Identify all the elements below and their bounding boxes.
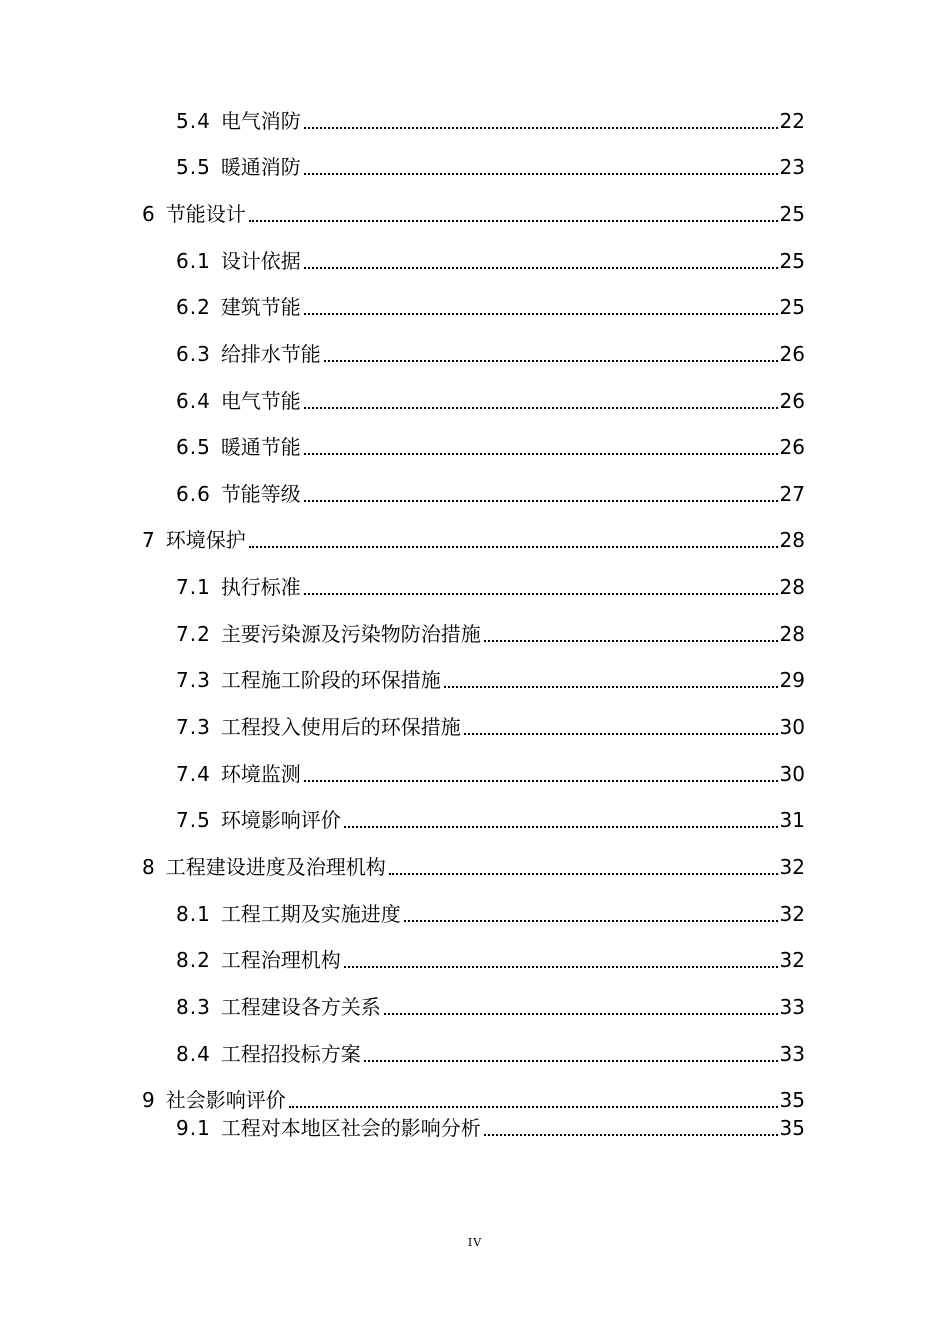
toc-entry[interactable] — [176, 574, 805, 600]
dot-leader — [404, 920, 778, 922]
toc-entry-page: 32 — [779, 902, 805, 926]
page-number-footer: IV — [467, 1236, 483, 1249]
toc-entry-number: 6.6 — [176, 482, 211, 506]
toc-entry[interactable] — [176, 434, 805, 460]
toc-entry-number: 7.4 — [176, 762, 211, 786]
toc-entry-number: 6.4 — [176, 389, 211, 413]
dot-leader — [324, 360, 778, 362]
toc-entry[interactable] — [142, 201, 805, 227]
toc-entry-number: 6.5 — [176, 435, 211, 459]
dot-leader — [389, 873, 778, 875]
toc-entry-title: 建筑节能 — [220, 295, 301, 319]
toc-entry-number: 6.3 — [176, 342, 211, 366]
toc-entry-title: 工程招投标方案 — [220, 1042, 361, 1066]
toc-entry[interactable] — [176, 807, 805, 833]
dot-leader — [304, 127, 778, 129]
toc-entry-title: 工程治理机构 — [220, 948, 341, 972]
toc-entry-page: 32 — [779, 855, 805, 879]
dot-leader — [304, 313, 778, 315]
toc-entry-page: 25 — [779, 249, 805, 273]
toc-entry-number: 7.3 — [176, 668, 211, 692]
toc-entry-title: 环境影响评价 — [220, 808, 341, 832]
toc-entry-page: 25 — [779, 202, 805, 226]
toc-entry-page: 26 — [779, 342, 805, 366]
toc-entry-page: 28 — [779, 528, 805, 552]
toc-entry[interactable] — [142, 1087, 805, 1113]
toc-entry[interactable] — [176, 341, 805, 367]
dot-leader — [304, 780, 778, 782]
toc-entry-page: 23 — [779, 155, 805, 179]
toc-entry-title: 暖通消防 — [220, 155, 301, 179]
toc-entry[interactable] — [176, 621, 805, 647]
toc-entry[interactable] — [142, 527, 805, 553]
toc-entry[interactable] — [176, 108, 805, 134]
dot-leader — [304, 500, 778, 502]
toc-entry-number: 6 — [142, 202, 156, 226]
toc-entry-number: 6.1 — [176, 249, 211, 273]
toc-entry-page: 28 — [779, 575, 805, 599]
dot-leader — [484, 1134, 778, 1136]
toc-entry-title: 给排水节能 — [220, 342, 321, 366]
toc-entry-title: 节能设计 — [165, 202, 246, 226]
dot-leader — [289, 1106, 778, 1108]
toc-entry-title: 工程投入使用后的环保措施 — [220, 715, 461, 739]
toc-entry-title: 节能等级 — [220, 482, 301, 506]
toc-entry-number: 8.2 — [176, 948, 211, 972]
toc-entry-title: 工程工期及实施进度 — [220, 902, 401, 926]
dot-leader — [364, 1060, 778, 1062]
toc-entry-number: 7.3 — [176, 715, 211, 739]
toc-entry[interactable] — [176, 714, 805, 740]
toc-entry-title: 环境监测 — [220, 762, 301, 786]
toc-entry-number: 9.1 — [176, 1116, 211, 1140]
toc-entry-page: 29 — [779, 668, 805, 692]
dot-leader — [384, 1013, 778, 1015]
toc-entry-page: 32 — [779, 948, 805, 972]
toc-entry[interactable] — [176, 481, 805, 507]
toc-entry[interactable] — [176, 947, 805, 973]
toc-entry-page: 25 — [779, 295, 805, 319]
toc-entry-number: 8.1 — [176, 902, 211, 926]
toc-entry-title: 工程对本地区社会的影响分析 — [220, 1116, 481, 1140]
toc-entry-title: 工程建设进度及治理机构 — [165, 855, 386, 879]
toc-entry-number: 8 — [142, 855, 156, 879]
toc-entry-page: 28 — [779, 622, 805, 646]
toc-entry-page: 31 — [779, 808, 805, 832]
toc-entry[interactable] — [176, 1041, 805, 1067]
toc-entry-title: 工程施工阶段的环保措施 — [220, 668, 441, 692]
dot-leader — [464, 733, 778, 735]
toc-entry-title: 环境保护 — [165, 528, 246, 552]
dot-leader — [304, 267, 778, 269]
dot-leader — [484, 640, 778, 642]
toc-entry[interactable] — [176, 294, 805, 320]
toc-entry[interactable] — [176, 154, 805, 180]
toc-entry-page: 27 — [779, 482, 805, 506]
toc-entry[interactable] — [176, 994, 805, 1020]
toc-entry-title: 暖通节能 — [220, 435, 301, 459]
toc-entry-title: 设计依据 — [220, 249, 301, 273]
toc-entry-title: 执行标准 — [220, 575, 301, 599]
dot-leader — [249, 220, 778, 222]
dot-leader — [304, 593, 778, 595]
toc-entry-page: 26 — [779, 389, 805, 413]
toc-entry[interactable] — [176, 667, 805, 693]
toc-entry-number: 7.2 — [176, 622, 211, 646]
toc-entry-number: 5.5 — [176, 155, 211, 179]
dot-leader — [344, 826, 778, 828]
toc-entry-title: 工程建设各方关系 — [220, 995, 381, 1019]
toc-entry-number: 7.5 — [176, 808, 211, 832]
toc-entry-page: 33 — [779, 995, 805, 1019]
toc-entry-number: 5.4 — [176, 109, 211, 133]
toc-entry-page: 33 — [779, 1042, 805, 1066]
toc-entry[interactable] — [176, 1115, 805, 1141]
toc-entry-number: 9 — [142, 1088, 156, 1112]
dot-leader — [344, 966, 778, 968]
dot-leader — [304, 453, 778, 455]
toc-entry-page: 35 — [779, 1088, 805, 1112]
toc-entry-number: 8.4 — [176, 1042, 211, 1066]
toc-entry-number: 8.3 — [176, 995, 211, 1019]
toc-entry-title: 主要污染源及污染物防治措施 — [220, 622, 481, 646]
dot-leader — [304, 173, 778, 175]
toc-entry-title: 社会影响评价 — [165, 1088, 286, 1112]
toc-entry[interactable] — [176, 388, 805, 414]
toc-entry[interactable] — [176, 761, 805, 787]
toc-entry[interactable] — [176, 248, 805, 274]
dot-leader — [444, 686, 778, 688]
toc-entry-title: 电气节能 — [220, 389, 301, 413]
toc-entry-number: 7 — [142, 528, 156, 552]
dot-leader — [304, 407, 778, 409]
toc-entry-page: 30 — [779, 762, 805, 786]
toc-entry-page: 22 — [779, 109, 805, 133]
toc-entry-number: 7.1 — [176, 575, 211, 599]
toc-entry-page: 35 — [779, 1116, 805, 1140]
dot-leader — [249, 546, 778, 548]
toc-entry[interactable] — [176, 901, 805, 927]
toc-entry-page: 26 — [779, 435, 805, 459]
toc-entry[interactable] — [142, 854, 805, 880]
toc-entry-page: 30 — [779, 715, 805, 739]
toc-entry-title: 电气消防 — [220, 109, 301, 133]
toc-entry-number: 6.2 — [176, 295, 211, 319]
